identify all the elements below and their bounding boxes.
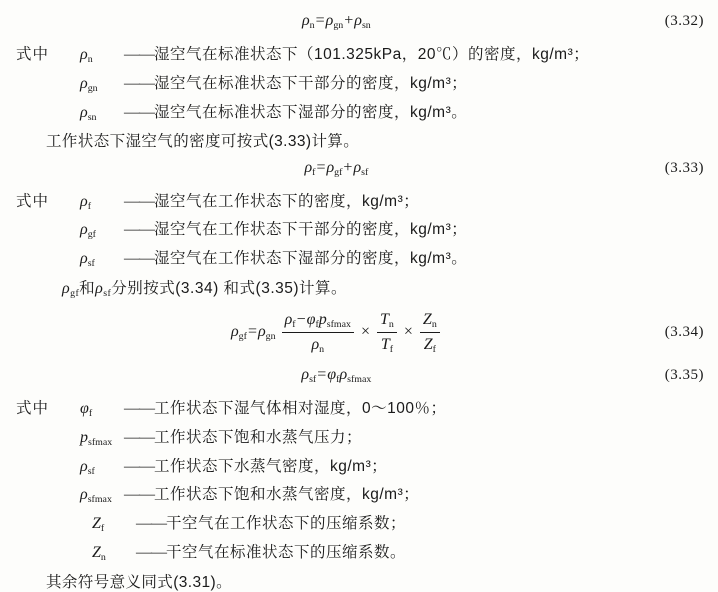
equation-row-3-32	[0, 10, 718, 32]
definition-text-rho-f: 湿空气在工作状态下的密度，kg/m³；	[154, 192, 420, 210]
dash-separator: ——	[136, 515, 166, 533]
definition-text-rho-sfmax: 工作状态下饱和水蒸气密度，kg/m³；	[154, 486, 420, 504]
shizhong-label: 式中	[16, 400, 50, 418]
paragraph-other-symbols: 其余符号意义同式(3.31)。	[46, 573, 232, 591]
fraction-temperature-ratio: $\frac{T_n}{T_f}$	[377, 309, 397, 356]
symbol-rho-sf-2: $\rho_{sf}$	[80, 457, 95, 477]
symbol-rho-n: $\rho_n$	[80, 46, 93, 65]
definition-row	[0, 396, 718, 419]
symbol-phi-f: $\varphi_f$	[80, 400, 93, 419]
definition-row	[0, 454, 718, 477]
symbol-rho-sn: $\rho_{sn}$	[80, 103, 97, 123]
symbol-rho-f: $\rho_f$	[80, 192, 91, 212]
symbol-rho-gf-inline: $\rho_{gf}$	[62, 279, 80, 299]
definition-text-phi-f: 工作状态下湿气体相对湿度，0～100％；	[154, 400, 447, 418]
equation-3-35: $\rho_{sf}=\varphi_f\rho_{sfmax}$	[301, 365, 372, 385]
symbol-rho-gf: $\rho_{gf}$	[80, 221, 96, 241]
equation-3-34: $\rho_{gf}=\rho_{gn}$ $\frac{\rho_f-\varphi_fp_{sfmax}}{\rho_n}$ × $\frac{T_n}{T_f}$ × $\frac{Z_n}{Z_f}$	[16, 309, 657, 356]
definition-text-z-f: 干空气在工作状态下的压缩系数；	[166, 515, 407, 533]
dash-separator: ——	[124, 103, 154, 121]
fraction-compressibility-ratio: $\frac{Z_n}{Z_f}$	[420, 309, 440, 356]
symbol-rho-sf-inline: $\rho_{sf}$	[95, 279, 112, 299]
dash-separator: ——	[124, 428, 154, 446]
equation-number-3-34: (3.34)	[664, 324, 704, 340]
equation-3-33: $\rho_f=\rho_{gf}+\rho_{sf}$	[304, 159, 369, 179]
symbol-rho-sfmax: $\rho_{sfmax}$	[80, 486, 112, 506]
equation-row-3-35	[0, 364, 718, 386]
shizhong-label: 式中	[16, 192, 50, 210]
definition-text-rho-sf: 湿空气在工作状态下湿部分的密度，kg/m³。	[154, 250, 468, 268]
definition-row	[0, 425, 718, 448]
dash-separator: ——	[124, 192, 154, 210]
definition-text-z-n: 干空气在标准状态下的压缩系数。	[166, 543, 407, 561]
dash-separator: ——	[124, 486, 154, 504]
definition-row	[0, 217, 718, 240]
fraction-rho-f-minus: $\frac{\rho_f-\varphi_fp_{sfmax}}{\rho_n}$	[282, 309, 354, 356]
paragraph-working-state-density: 工作状态下湿空气的密度可按式(3.33)计算。	[46, 133, 360, 151]
dash-separator: ——	[124, 74, 154, 92]
definition-text-rho-sn: 湿空气在标准状态下湿部分的密度，kg/m³。	[154, 103, 468, 121]
definition-row	[0, 71, 718, 94]
definition-text-rho-n: 湿空气在标准状态下（101.325kPa，20℃）的密度，kg/m³；	[154, 46, 590, 64]
symbol-rho-gn: $\rho_{gn}$	[80, 74, 98, 94]
definition-row	[0, 540, 718, 563]
definition-text-rho-gf: 湿空气在工作状态下干部分的密度，kg/m³；	[154, 221, 468, 239]
equation-3-32: $\rho_n=\rho_{gn}+\rho_{sn}$	[301, 12, 371, 31]
definition-text-rho-sf-2: 工作状态下水蒸气密度，kg/m³；	[154, 457, 388, 475]
symbol-rho-sf: $\rho_{sf}$	[80, 250, 95, 269]
shizhong-label: 式中	[16, 46, 50, 64]
document-page	[0, 10, 718, 591]
dash-separator: ——	[124, 221, 154, 239]
symbol-z-n: $Z_n$	[92, 543, 106, 563]
definition-row	[0, 189, 718, 212]
equation-row-3-33	[0, 157, 718, 179]
symbol-p-sfmax: $p_{sfmax}$	[80, 428, 113, 448]
definition-text-p-sfmax: 工作状态下饱和水蒸气压力；	[154, 428, 363, 446]
equation-row-3-34	[0, 309, 718, 356]
paragraph-calc-reference-text: 分别按式(3.34) 和式(3.35)计算。	[111, 279, 348, 297]
dash-separator: ——	[124, 250, 154, 268]
definition-row	[0, 482, 718, 505]
dash-separator: ——	[124, 46, 154, 64]
symbol-z-f: $Z_f$	[92, 515, 105, 534]
definition-row	[0, 100, 718, 123]
definition-text-rho-gn: 湿空气在标准状态下干部分的密度，kg/m³；	[154, 74, 468, 92]
equation-number-3-32: (3.32)	[664, 13, 704, 29]
dash-separator: ——	[136, 543, 166, 561]
definition-row	[0, 42, 718, 65]
paragraph-calc-reference: $\rho_{gf}$和$\rho_{sf}$分别按式(3.34) 和式(3.35)计算。	[62, 279, 348, 299]
definition-row	[0, 246, 718, 269]
dash-separator: ——	[124, 457, 154, 475]
equation-number-3-33: (3.33)	[664, 160, 704, 177]
equation-number-3-35: (3.35)	[664, 366, 704, 383]
dash-separator: ——	[124, 400, 154, 418]
